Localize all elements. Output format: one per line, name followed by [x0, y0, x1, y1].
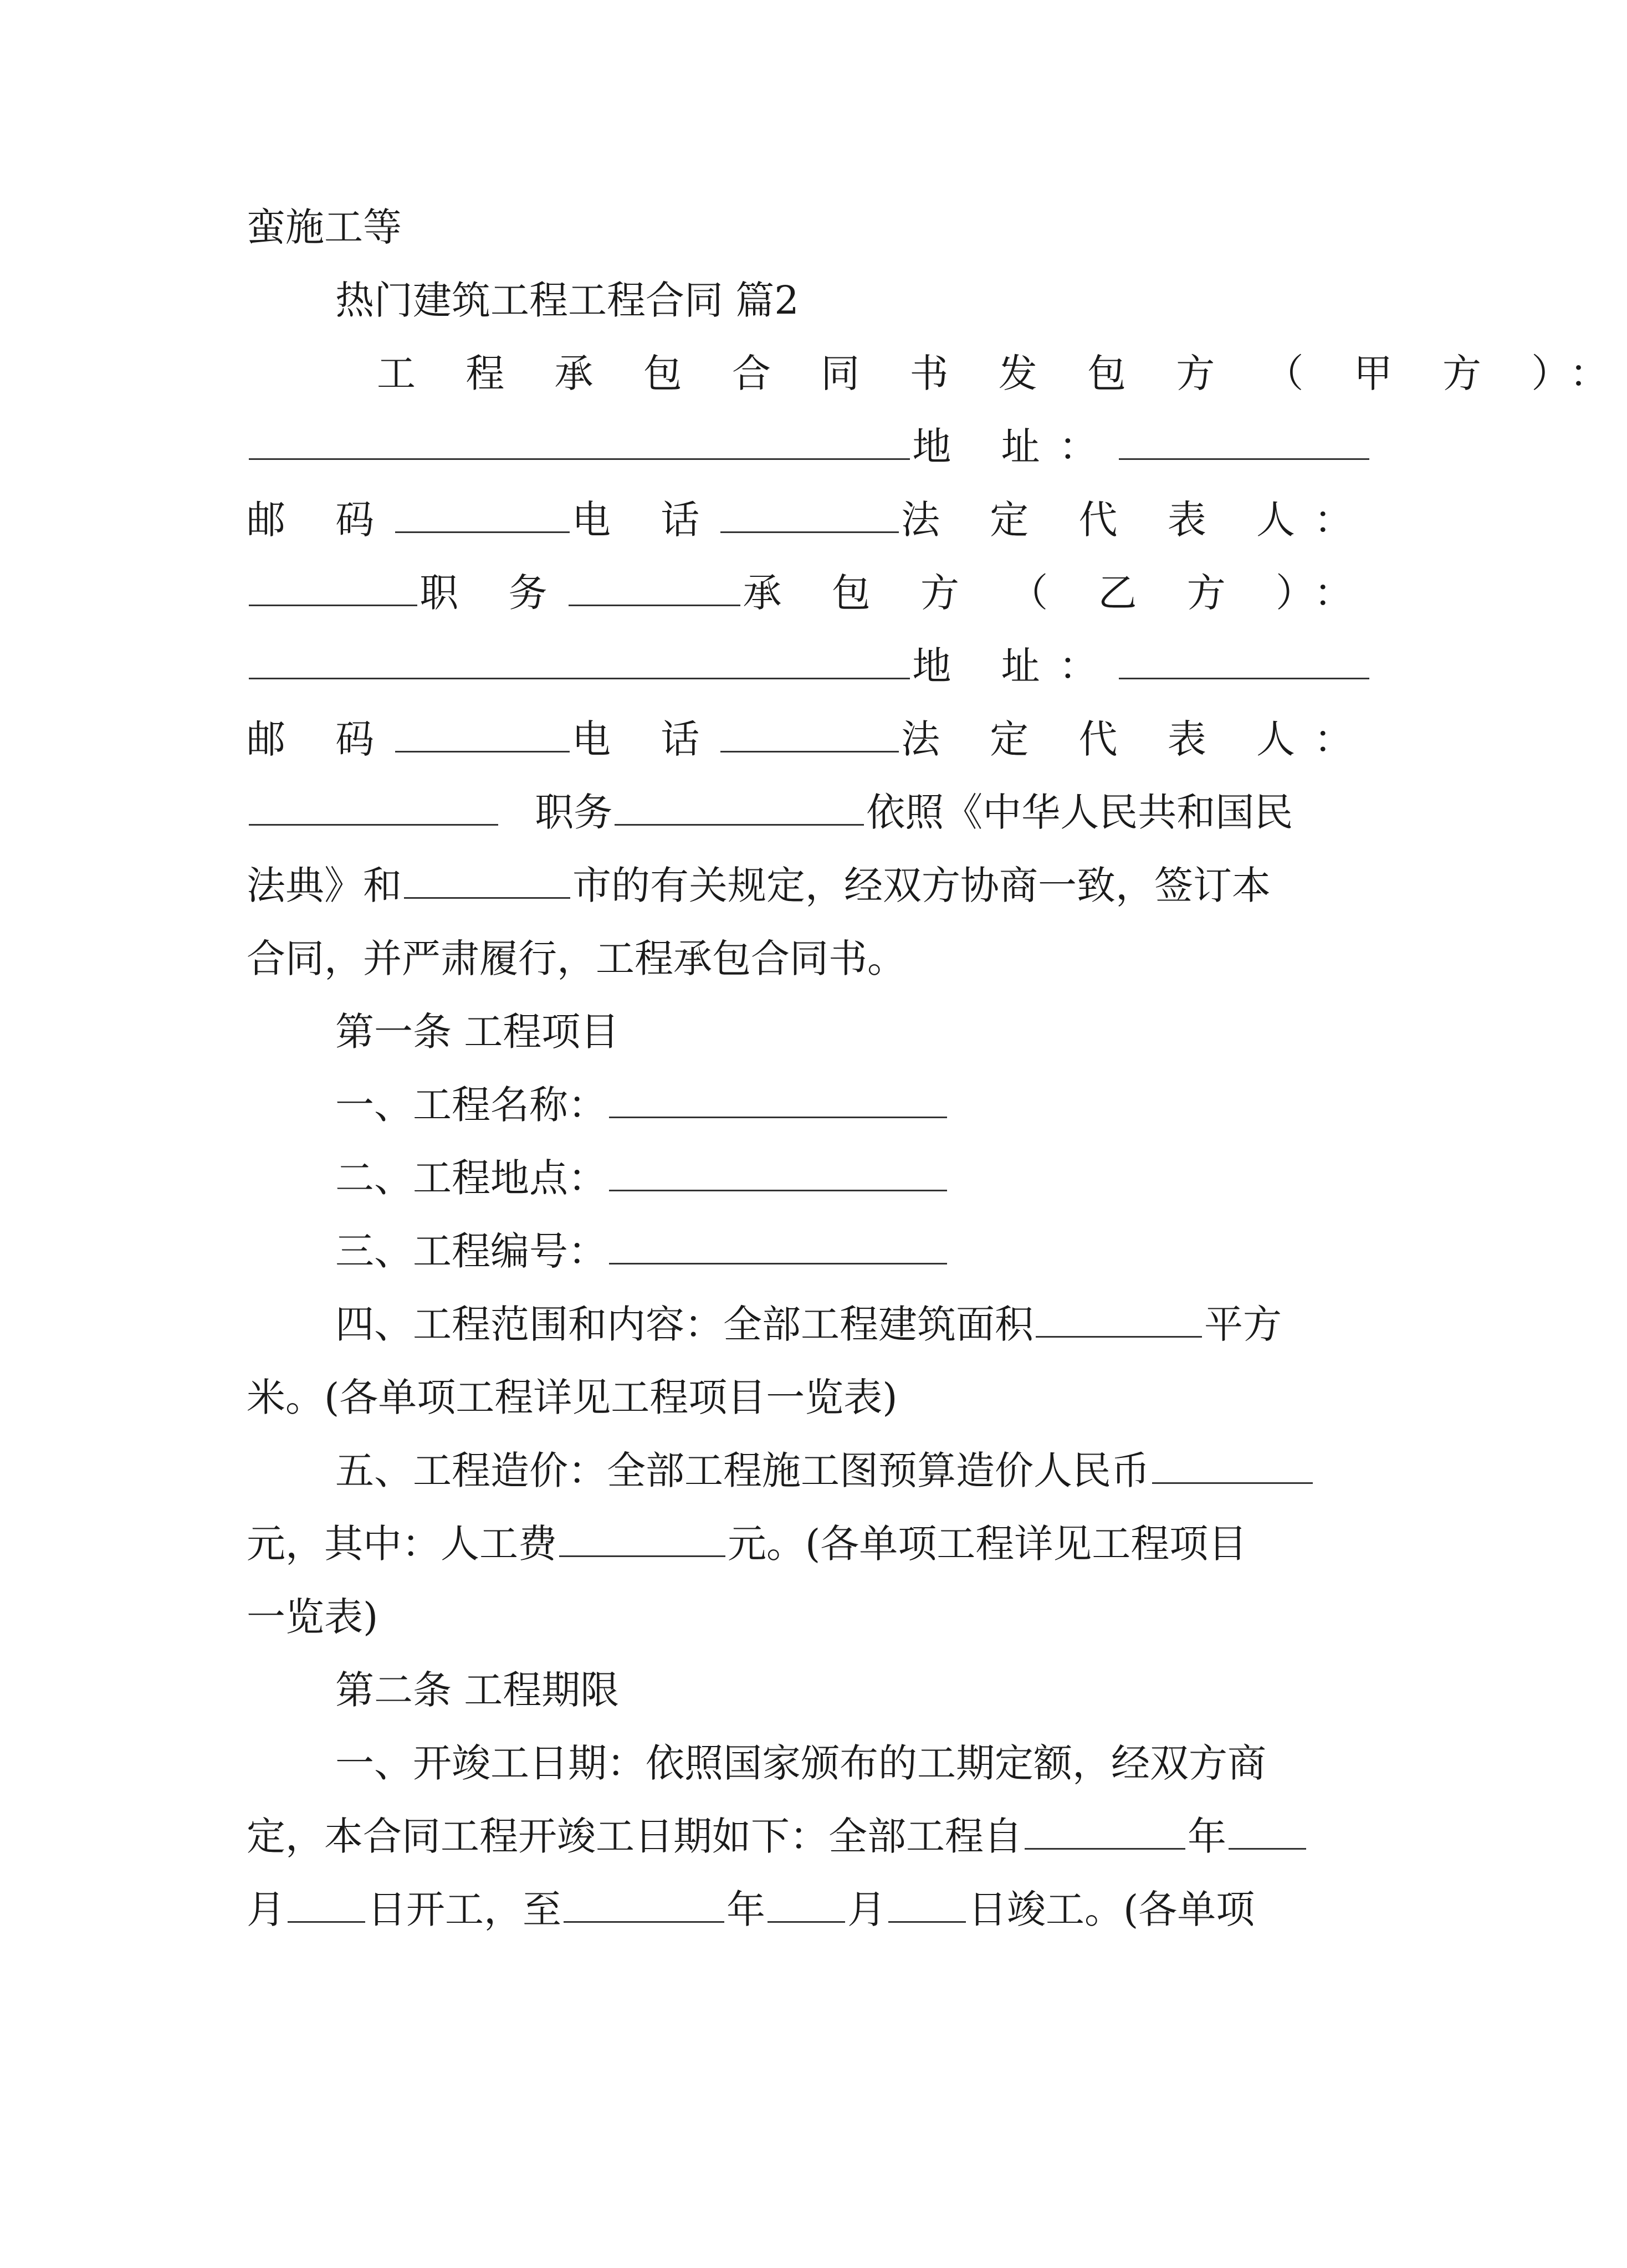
project-name-label: 一、工程名称：	[335, 1082, 607, 1128]
text-span: 四、工程范围和内容：全部工程建筑面积	[335, 1302, 1033, 1347]
blank-field[interactable]	[404, 858, 570, 899]
blank-field[interactable]	[1152, 1443, 1313, 1484]
article-heading: 第一条 工程项目	[335, 1009, 620, 1054]
blank-field[interactable]	[609, 1151, 947, 1191]
text-line: 蛮施工等	[247, 204, 402, 250]
text-span: 五、工程造价：全部工程施工图预算造价人民币	[335, 1448, 1150, 1493]
post-label: 职务	[535, 790, 613, 835]
blank-field[interactable]	[1119, 639, 1369, 679]
blank-field[interactable]	[249, 566, 417, 606]
text-span: 年	[726, 1887, 765, 1932]
blank-field[interactable]	[395, 712, 570, 752]
text-span: 平方	[1204, 1302, 1282, 1347]
blank-field[interactable]	[1036, 1297, 1202, 1338]
blank-field[interactable]	[559, 1517, 725, 1557]
form-line-party-a-contact	[247, 492, 1372, 547]
text-line: 一览表)	[247, 1594, 378, 1640]
form-line-party-b-post	[247, 785, 1372, 840]
form-line-party-a-post	[247, 565, 1372, 621]
form-line-party-b-contact	[247, 711, 1372, 767]
project-location-label: 二、工程地点：	[335, 1155, 607, 1201]
blank-field[interactable]	[609, 1078, 947, 1118]
text-span: 日开工，至	[367, 1887, 561, 1932]
blank-field[interactable]	[609, 1224, 947, 1264]
article-heading: 第二条 工程期限	[335, 1667, 620, 1713]
post-label: 职 务	[419, 570, 566, 616]
text-span: 年	[1188, 1814, 1226, 1859]
text-line: 一、开竣工日期：依照国家颁布的工期定额，经双方商	[335, 1740, 1266, 1786]
contract-heading: 工 程 承 包 合 同 书 发 包 方 （ 甲 方 ）：	[377, 351, 1627, 396]
address-label: 地 址：	[912, 643, 1117, 689]
legal-rep-label: 法 定 代 表 人：	[901, 497, 1372, 542]
phone-label: 电 话	[572, 497, 719, 542]
phone-label: 电 话	[572, 716, 719, 762]
zip-label: 邮 码	[247, 716, 393, 762]
form-line-project-name	[335, 1077, 1372, 1133]
form-line-dates	[247, 1882, 1372, 1937]
form-line-project-scope	[335, 1297, 1372, 1352]
blank-field[interactable]	[615, 785, 864, 826]
form-line-project-number	[335, 1223, 1372, 1279]
blank-field[interactable]	[249, 785, 498, 826]
blank-field[interactable]	[569, 566, 741, 606]
form-line-start-date	[247, 1809, 1372, 1864]
text-span: 定，本合同工程开竣工日期如下：全部工程自	[247, 1814, 1022, 1859]
text-line	[247, 858, 1372, 913]
address-label: 地 址：	[912, 424, 1117, 469]
form-line-project-location	[335, 1150, 1372, 1206]
blank-field[interactable]	[249, 419, 910, 460]
blank-field[interactable]	[564, 1882, 724, 1923]
section-title: 热门建筑工程工程合同 篇2	[335, 278, 799, 323]
text-span: 法典》和	[247, 863, 402, 908]
text-span: 月	[847, 1887, 886, 1932]
form-line-project-cost	[335, 1443, 1372, 1498]
blank-field[interactable]	[249, 639, 910, 679]
text-span: 依照《中华人民共和国民	[866, 790, 1293, 835]
blank-field[interactable]	[1229, 1809, 1306, 1850]
contractor-label: 承 包 方 （ 乙 方 ）：	[743, 570, 1372, 616]
blank-field[interactable]	[720, 493, 899, 533]
blank-field[interactable]	[1119, 419, 1369, 460]
blank-field[interactable]	[1025, 1809, 1185, 1850]
legal-rep-label: 法 定 代 表 人：	[901, 716, 1372, 762]
blank-field[interactable]	[888, 1882, 966, 1923]
text-span: 日竣工。(各单项	[968, 1887, 1255, 1932]
blank-field[interactable]	[720, 712, 899, 752]
text-span: 元。(各单项工程详见工程项目	[728, 1521, 1247, 1566]
text-span: 元，其中：人工费	[247, 1521, 557, 1566]
blank-field[interactable]	[288, 1882, 365, 1923]
form-line-party-a-address	[247, 419, 1372, 474]
form-line-labor-cost	[247, 1516, 1372, 1571]
form-line-party-b-address	[247, 638, 1372, 694]
zip-label: 邮 码	[247, 497, 393, 542]
project-number-label: 三、工程编号：	[335, 1228, 607, 1274]
text-span: 月	[247, 1887, 285, 1932]
blank-field[interactable]	[768, 1882, 845, 1923]
contract-title-line	[377, 346, 1627, 401]
text-span: 市的有关规定，经双方协商一致，签订本	[572, 863, 1271, 908]
blank-field[interactable]	[395, 493, 570, 533]
text-line: 米。(各单项工程详见工程项目一览表)	[247, 1375, 898, 1420]
text-line: 合同，并严肃履行，工程承包合同书。	[247, 936, 906, 981]
